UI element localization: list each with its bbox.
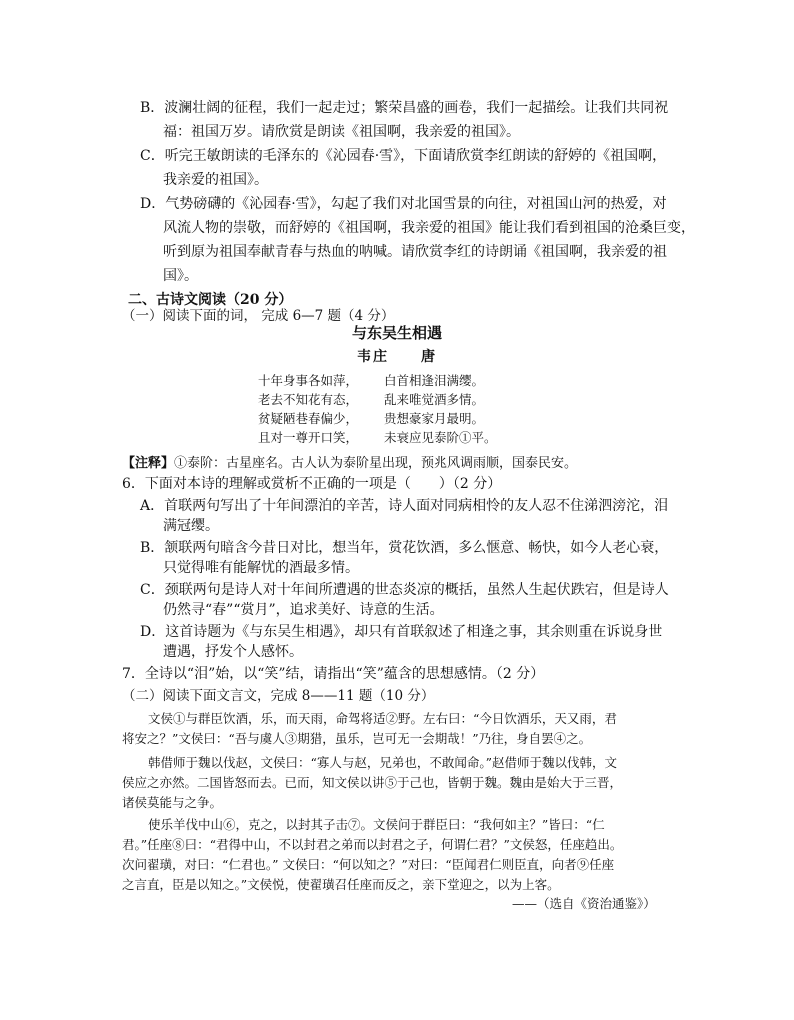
q6-stem: 6．下面对本诗的理解或赏析不正确的一项是（ ）（2 分）: [122, 476, 502, 492]
q5-option-d-line1: D．气势磅礴的《沁园春·雪》，勾起了我们对北国雪景的向往，对祖国山河的热爱，对: [140, 196, 667, 212]
source-citation: ——（选自《资治通鉴》）: [512, 896, 656, 911]
q5-option-d-line3: 听到原为祖国奉献青春与热血的呐喊。请欣赏李红的诗朗诵《祖国啊，我亲爱的祖: [163, 244, 667, 260]
q6-option-a-line1: A．首联两句写出了十年间漂泊的辛苦，诗人面对同病相怜的友人忍不住涕泗滂沱，泪: [140, 498, 669, 514]
prose-line: 文侯①与群臣饮酒，乐，而天雨，命驾将适②野。左右曰：“今日饮酒乐，天又雨，君: [148, 711, 617, 726]
poem-note: [122, 452, 577, 471]
prose-line: 次问翟璜，对曰：“仁君也。” 文侯曰：“何以知之？”对曰：“臣闻君仁则臣直，向者⑨任座: [122, 857, 615, 872]
prose-line: 将安之？”文侯曰：“吾与虞人③期猎，虽乐，岂可无一会期哉！”乃往，身自罢④之。: [122, 731, 592, 746]
poem-line: [258, 391, 484, 409]
prose-line: 韩借师于魏以伐赵，文侯曰：“寡人与赵，兄弟也，不敢闻命。”赵借师于魏以伐韩，文: [148, 755, 618, 770]
q6-option-c-line2: 仍然寻“春”“赏月”，追求美好、诗意的生活。: [163, 602, 444, 618]
q5-option-c-line1: C．听完王敏朗读的毛泽东的《沁园春·雪》，下面请欣赏李红朗读的舒婷的《祖国啊，: [140, 148, 667, 164]
q5-option-b-line1: B．波澜壮阔的征程，我们一起走过；繁荣昌盛的画卷，我们一起描绘。让我们共同祝: [140, 100, 669, 116]
poem-line-b: 未衰应见泰阶①平。: [384, 430, 497, 445]
q5-option-b-line2: 福：祖国万岁。请欣赏是朗读《祖国啊，我亲爱的祖国》。: [163, 124, 520, 140]
part2-heading: （二）阅读下面文言文，完成 8——11 题（10 分）: [122, 688, 435, 704]
q6-option-d-line1: D．这首诗题为《与东吴生相遇》，却只有首联叙述了相逢之事，其余则重在诉说身世: [140, 624, 663, 640]
poem-line-b: 白首相逢泪满缨。: [384, 373, 485, 388]
note-text: ①泰阶：古星座名。古人认为泰阶星出现，预兆风调雨顺，国泰民安。: [174, 456, 578, 471]
poem-line-b: 乱来唯觉酒多情。: [384, 392, 485, 407]
poem-line-a: 老去不知花有态，: [258, 392, 359, 407]
poem-line: [258, 410, 484, 428]
poem-line-a: 贫疑陋巷春偏少，: [258, 411, 359, 426]
prose-line: 之言直，臣是以知之。”文侯悦，使翟璜召任座而反之，亲下堂迎之，以为上客。: [122, 877, 560, 892]
poem-line-b: 贵想豪家月最明。: [384, 411, 485, 426]
poem-author: 韦庄 唐: [357, 349, 437, 365]
poem-title: 与东吴生相遇: [351, 324, 442, 342]
q7-stem: 7．全诗以“泪”始，以“笑”结，请指出“笑”蕴含的思想感情。（2 分）: [122, 666, 545, 682]
q5-option-c-line2: 我亲爱的祖国》。: [163, 172, 268, 188]
section-heading: 二、古诗文阅读（20 分）: [128, 292, 293, 308]
q6-option-a-line2: 满冠缨。: [163, 518, 219, 534]
prose-line: 使乐羊伐中山⑥，克之，以封其子击⑦。文侯问于群臣曰：“我何如主？”皆曰：“仁: [148, 817, 605, 832]
poem-line: [258, 372, 484, 390]
q5-option-d-line4: 国》。: [163, 268, 198, 284]
note-label: 【注释】: [122, 456, 175, 471]
q6-option-c-line1: C．颈联两句是诗人对十年间所遭遇的世态炎凉的概括，虽然人生起伏跌宕，但是诗人: [140, 582, 669, 598]
poem-line-a: 十年身事各如萍，: [258, 373, 359, 388]
poem-line: [258, 429, 497, 447]
q6-option-b-line1: B．颔联两句暗含今昔日对比，想当年，赏花饮酒，多么惬意、畅快，如今人老心衰，: [140, 540, 669, 556]
q6-option-b-line2: 只觉得唯有能解忧的酒最多情。: [163, 560, 359, 576]
part1-heading: （一）阅读下面的词， 完成 6—7 题（4 分）: [122, 308, 395, 324]
prose-line: 君。”任座⑧曰：“君得中山，不以封君之弟而以封君之子，何谓仁君？”文侯怒，任座趋出。: [122, 837, 623, 852]
prose-line: 诸侯莫能与之争。: [122, 795, 223, 810]
q6-option-d-line2: 遭遇，抒发个人感怀。: [163, 644, 303, 660]
poem-line-a: 且对一尊开口笑，: [258, 430, 359, 445]
q5-option-d-line2: 风流人物的崇敬，而舒婷的《祖国啊，我亲爱的祖国》能让我们看到祖国的沧桑巨变，: [163, 220, 695, 236]
prose-line: 侯应之亦然。二国皆怒而去。已而，知文侯以讲⑤于己也，皆朝于魏。魏由是始大于三晋，: [122, 775, 623, 790]
